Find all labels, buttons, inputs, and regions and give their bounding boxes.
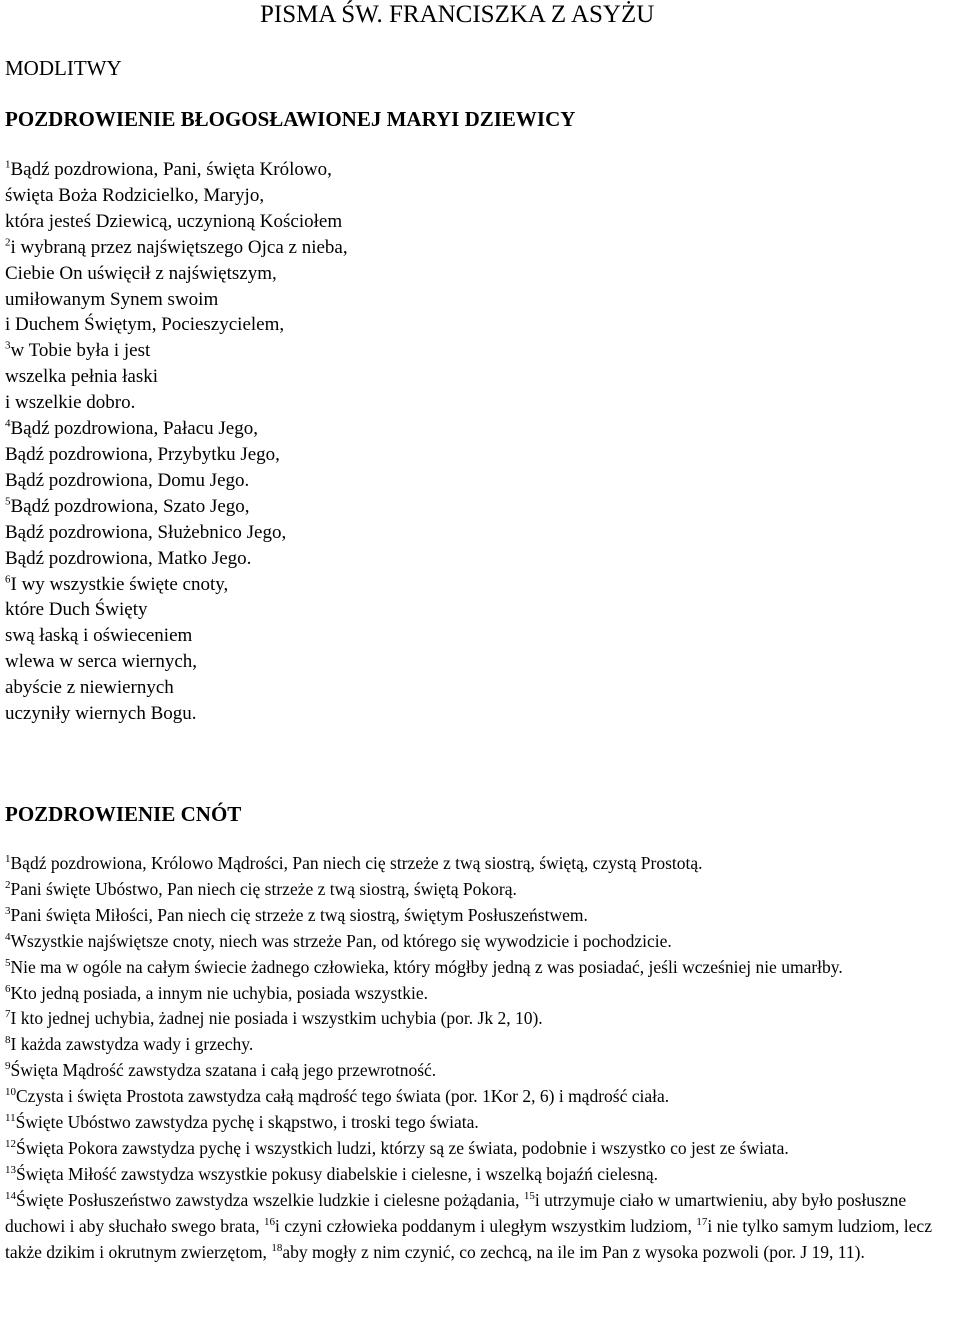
verse-number: 4 bbox=[5, 930, 11, 943]
verse: $^2$Pani święte Ubóstwo, Pan niech cię strzeże z twą siostrą, świętą Pokorą. bbox=[5, 878, 517, 899]
verse-number: 2 bbox=[5, 879, 11, 892]
verse-number: 6 bbox=[5, 573, 11, 586]
verse-number: 3 bbox=[5, 340, 11, 353]
document-title: PISMA ŚW. FRANCISZKA Z ASYŻU bbox=[260, 1, 655, 28]
verse-line: $^5$Bądź pozdrowiona, Szato Jego, bbox=[5, 495, 250, 517]
verse-number: 16 bbox=[264, 1215, 276, 1228]
verse: $^9$Święta Mądrość zawstydza szatana i całą jego przewrotność. bbox=[5, 1060, 437, 1081]
verse-number: 9 bbox=[5, 1060, 11, 1073]
verse-line: które Duch Święty bbox=[5, 599, 148, 621]
verse-number: 7 bbox=[5, 1008, 11, 1021]
prayer-text bbox=[5, 851, 957, 1266]
verse-line: i wszelkie dobro. bbox=[5, 392, 136, 414]
verse-number: 6 bbox=[5, 982, 11, 995]
verse-line: która jesteś Dziewicą, uczynioną Kościołem bbox=[5, 210, 343, 232]
verse-number: 5 bbox=[5, 956, 11, 969]
verse: $^4$Wszystkie najświętsze cnoty, niech was strzeże Pan, od którego się wywodzicie i pochodzicie. bbox=[5, 930, 672, 951]
verse-number: 2 bbox=[5, 236, 11, 249]
verse-number: 1 bbox=[5, 158, 11, 171]
verse-number: 17 bbox=[696, 1215, 708, 1228]
verse-number: 1 bbox=[5, 853, 11, 866]
verse-line: $^2$i wybraną przez najświętszego Ojca z nieba, bbox=[5, 236, 348, 258]
section-label: MODLITWY bbox=[5, 56, 122, 80]
verse-line: swą łaską i oświeceniem bbox=[5, 625, 193, 647]
verse: $^3$Pani święta Miłości, Pan niech cię strzeże z twą siostrą, świętym Posłuszeństwem. bbox=[5, 904, 588, 925]
verse-line: święta Boża Rodzicielko, Maryjo, bbox=[5, 184, 265, 206]
verse-number: 10 bbox=[5, 1086, 16, 1099]
verse-line: wlewa w serca wiernych, bbox=[5, 651, 198, 673]
verse-line: Ciebie On uświęcił z najświętszym, bbox=[5, 262, 277, 284]
verse-number: 5 bbox=[5, 495, 11, 508]
verse-line: $^4$Bądź pozdrowiona, Pałacu Jego, bbox=[5, 417, 258, 440]
verse-number: 13 bbox=[5, 1164, 16, 1177]
verse-line: Bądź pozdrowiona, Przybytku Jego, bbox=[5, 443, 280, 465]
verse: $^{14}$Święte Posłuszeństwo zawstydza wszelkie ludzkie i cielesne pożądania, $^{15}$i utrzymuje ciało w umartwieniu, aby było posłuszne duchowi i aby słuchało swego brata, $^{16}$i czyni człowieka poddanym i uległym wszystkim ludziom, $^{17}$i nie tylko samym ludziom, lecz także dzikim i okrutnym zwierzętom, $^{18}$aby mogły z nim czynić, co zechcą, na ile im Pan z wysoka pozwoli (por. J 19, 11). bbox=[5, 1189, 932, 1262]
verse: $^{10}$Czysta i święta Prostota zawstydza całą mądrość tego świata (por. 1Kor 2, 6) i mądrość ciała. bbox=[5, 1086, 670, 1107]
verse-number: 3 bbox=[5, 904, 11, 917]
verse: $^7$I kto jednej uchybia, żadnej nie posiada i wszystkim uchybia (por. Jk 2, 10). bbox=[5, 1008, 543, 1029]
verse-number: 12 bbox=[5, 1138, 16, 1151]
verse-number: 4 bbox=[5, 417, 11, 430]
verse-line: Bądź pozdrowiona, Służebnico Jego, bbox=[5, 521, 287, 543]
verse-line: wszelka pełnia łaski bbox=[5, 366, 159, 388]
verse-line: $^6$I wy wszystkie święte cnoty, bbox=[5, 573, 229, 595]
verse: $^{13}$Święta Miłość zawstydza wszystkie pokusy diabelskie i cielesne, i wszelką bojaźń cielesną. bbox=[5, 1163, 658, 1184]
verse-number: 8 bbox=[5, 1034, 11, 1047]
prayer-text bbox=[5, 157, 705, 727]
verse-line: i Duchem Świętym, Pocieszycielem, bbox=[5, 314, 285, 336]
verse: $^6$Kto jedną posiada, a innym nie uchybia, posiada wszystkie. bbox=[5, 982, 428, 1003]
verse-line: abyście z niewiernych bbox=[5, 677, 174, 699]
prayer-heading: POZDROWIENIE CNÓT bbox=[5, 802, 242, 826]
verse-number: 14 bbox=[5, 1189, 16, 1202]
verse-number: 18 bbox=[271, 1241, 283, 1254]
verse-line: Bądź pozdrowiona, Matko Jego. bbox=[5, 547, 252, 569]
prayer-heading: POZDROWIENIE BŁOGOSŁAWIONEJ MARYI DZIEWICY bbox=[5, 107, 576, 131]
verse: $^5$Nie ma w ogóle na całym świecie żadnego człowieka, który mógłby jedną z was posiadać, jeśli wcześniej nie umarłby. bbox=[5, 956, 843, 977]
verse-number: 15 bbox=[523, 1189, 535, 1202]
verse-line: $^3$w Tobie była i jest bbox=[5, 340, 151, 362]
verse: $^8$I każda zawstydza wady i grzechy. bbox=[5, 1034, 254, 1055]
verse-line: Bądź pozdrowiona, Domu Jego. bbox=[5, 469, 250, 491]
verse-number: 11 bbox=[5, 1112, 16, 1125]
verse-line: $^1$Bądź pozdrowiona, Pani, święta Królowo, bbox=[5, 158, 332, 180]
verse: $^{11}$Święte Ubóstwo zawstydza pychę i skąpstwo, i troski tego świata. bbox=[5, 1112, 479, 1133]
verse-line: uczyniły wiernych Bogu. bbox=[5, 703, 197, 725]
verse: $^{12}$Święta Pokora zawstydza pychę i wszystkich ludzi, którzy są ze świata, podobnie i wszystko co jest ze świata. bbox=[5, 1137, 789, 1158]
verse-line: umiłowanym Synem swoim bbox=[5, 288, 219, 310]
verse: $^1$Bądź pozdrowiona, Królowo Mądrości, Pan niech cię strzeże z twą siostrą, świętą, czystą Prostotą. bbox=[5, 853, 703, 873]
